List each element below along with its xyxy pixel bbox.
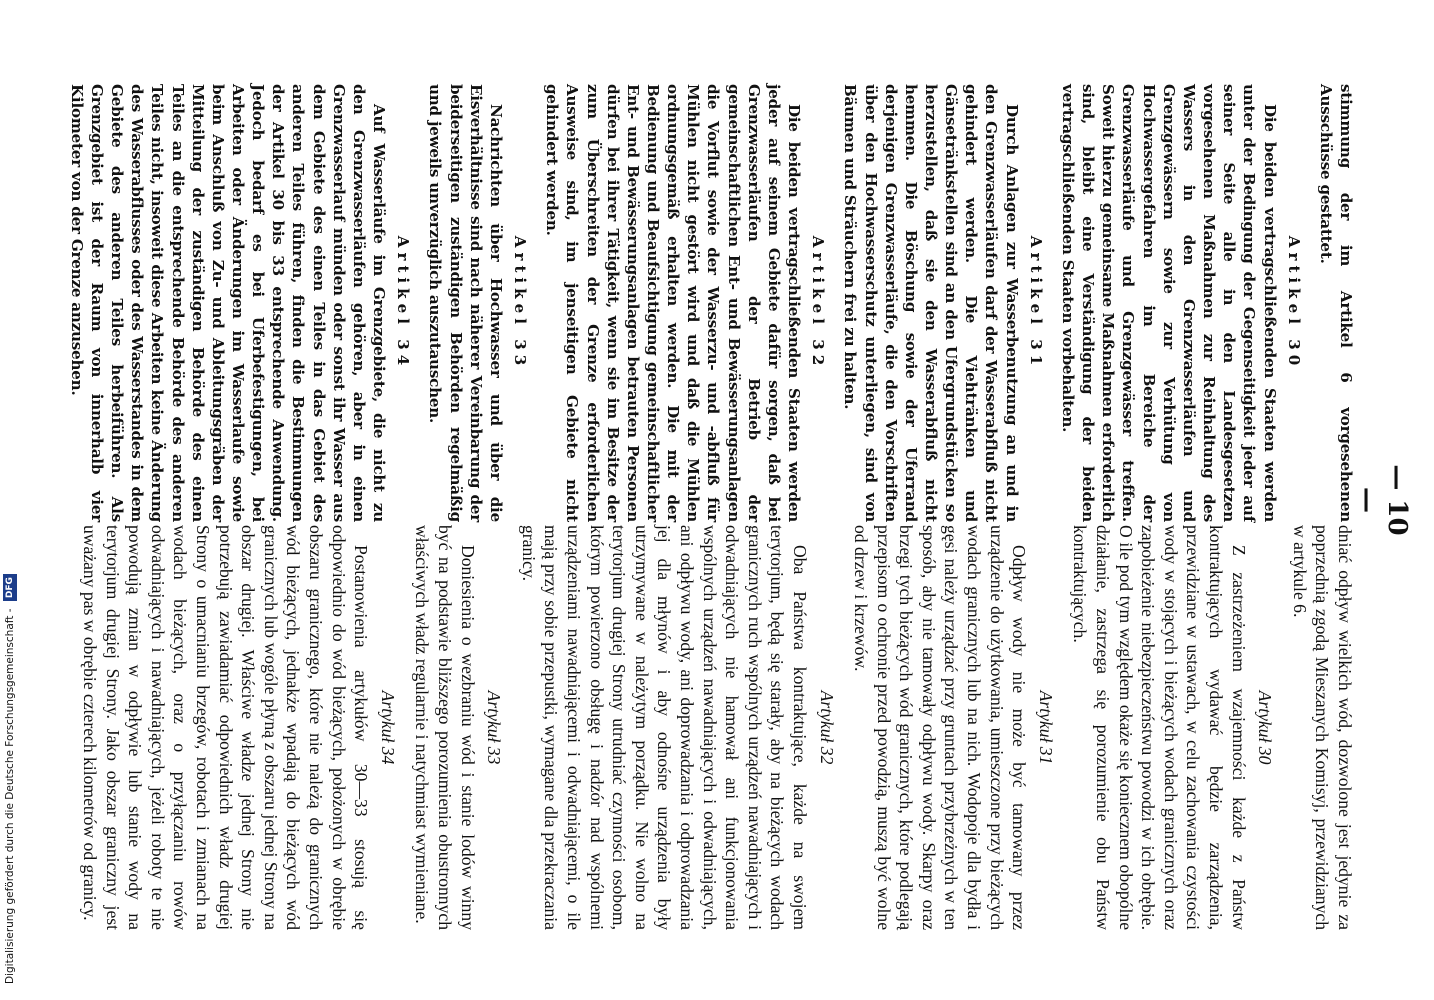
polish-article-title: Artykuł 31 (1035, 690, 1056, 765)
german-article-paragraph: Nachrichten über Hochwasser und über die Eisverhältnisse sind nach näherer Vereinbarung der beiderseitigen zuständigen Behörden regelmäßig und jeweils unverzüglich auszutauschen. (426, 84, 505, 522)
german-article-paragraph: Durch Anlagen zur Wasserbenutzung an und in den Grenzwasserläufen darf der Wasserabfluß nicht gehindert werden. Die Viehtränken und Gänsetränkstellen sind an den Ufergrundstücken so herzustellen, daß sie den Wasserabfluß nicht hemmen. Die Böschung sowie der Uferrand derjenigen Grenzwasserläufe, die den Vorschriften über den Hochwasserschutz unterliegen, sind von Bäumen und Sträuchern frei zu halten. (841, 84, 1021, 522)
german-article-paragraph: Die beiden vertragschließenden Staaten werden jeder auf seinem Gebiete dafür sorgen, daß bei Grenzwasserläufen der Betrieb der gemeinschaftlichen Ent- und Bewässerungsanlagen die Vorflut sowie der Wasserzu- und -abfluß für Mühlen nicht gestört wird und daß die Mühlen ordnungsgemäß erhalten werden. Die mit der Bedienung und Beaufsichtigung gemeinschaftlicher Ent- und Bewässerungsanlagen betrauten Personen dürfen bei ihrer Tätigkeit, wenn sie im Besitze der zum Überschreiten der Grenze erforderlichen Ausweise sind, im jenseitigen Gebiete nicht gehindert werden. (543, 84, 804, 522)
german-intro: stimmung der im Artikel 6 vorgesehenen Ausschüsse gestattet. (1316, 84, 1355, 522)
polish-article-title: Artykuł 32 (816, 690, 837, 765)
german-article-paragraph: Die beiden vertragschließenden Staaten werden unter der Bedingung der Gegenseitigkeit jeder auf seiner Seite alle in den Landesgesetzen vorgesehenen Maßnahmen zur Reinhaltung des Wassers in den Grenzwasserläufen und Grenzgewässern sowie zur Verhütung von Hochwassergefahren im Bereiche der Grenzwasserläufe und Grenzgewässer treffen. Soweit hierzu gemeinsame Maßnahmen erforderlich sind, bleibt eine Verständigung der beiden vertragschließenden Staaten vorbehalten. (1058, 84, 1279, 522)
polish-article-title: Artykuł 33 (484, 690, 505, 765)
funding-note-text: Digitalisierung gefördert durch die Deutsche Forschungsgemeinschaft - (4, 608, 16, 984)
german-article-paragraph: Auf Wasserläufe im Grenzgebiete, die nicht zu den Grenzwasserläufen gehören, aber in einen Grenzwasserlauf münden oder sonst ihr Wasser aus dem Gebiete des einen Teiles in das Gebiet des anderen Teiles führen, finden die Bestimmungen der Artikel 30 bis 33 entsprechende Anwendung. Jedoch bedarf es bei Uferbefestigungen, bei Arbeiten oder Änderungen im Wasserlaufe sowie beim Anschluß von Zu- und Ableitungsgräben der Mitteilung der zuständigen Behörde des einen Teiles an die entsprechende Behörde des anderen Teiles nicht, insoweit diese Arbeiten keine Änderung des Wasserabflusses oder des Wasserstandes in dem Gebiete des anderen Teiles herbeiführen. Als Grenzgebiet ist der Raum von innerhalb vier Kilometer von der Grenze anzusehen. (67, 84, 389, 522)
german-article-title: Artikel 34 (394, 235, 413, 371)
german-article-title: Artikel 33 (511, 235, 530, 371)
polish-article-paragraph: Oba Państwa kontraktujące, każde na swojem terytorjum, będą się starały, aby na bieżących wodach granicznych ruch wspólnych urządzeń nawadniających i odwadniających nie hamował ani funkcjonowania wspólnych urządzeń nawadniających i odwadniających, ani odpływu wody, ani doprowadzania i odprowadzania jej dla młynów i aby odnośne urządzenia były utrzymywane w należytym porządku. Nie wolno na terytorjum drugiej Strony utrudniać czynności osobom, którym powierzono obsługę i nadzór nad wspólnemi urządzeniami nawadniającemi i odwadniającemi, o ile mają przy sobie przepustki, wymagane dla przekraczania granicy. (518, 525, 810, 930)
polish-article-title: Artykuł 34 (377, 690, 398, 765)
polish-intro: dniać odpływ wielkich wód, dozwolone jest jedynie za poprzednią zgodą Mieszanych Komisyj, przewidzianych w artykule 6. (1289, 525, 1355, 930)
german-article-title: Artikel 31 (1026, 235, 1045, 371)
funding-note (0, 0, 20, 1000)
dfg-logo: DFG (3, 574, 17, 601)
polish-column (79, 525, 1356, 930)
german-article-title: Artikel 30 (1284, 235, 1303, 371)
page-number: — 10 — (1352, 464, 1412, 536)
polish-article-title: Artykuł 30 (1255, 690, 1276, 765)
polish-article-paragraph: Doniesienia o wezbraniu wód i stanie lodów winny być na podstawie bliższego porozumienia obustronnych właściwych władz regularnie i natychmiast wymieniane. (412, 525, 478, 930)
german-article-title: Artikel 32 (809, 235, 828, 371)
polish-article-paragraph: Postanowienia artykułów 30—33 stosują się odpowiednio do wód bieżących, położonych w obrębie obszaru granicznego, które nie należą do granicznych wód bieżących, jednakże wpadają do bieżących wód granicznych lub wogóle płyną z obszaru jednej Strony na obszar drugiej. Właściwe władze jednej Strony nie potrzebują zawiadamiać odpowiednich władz drugiej Strony o umacnianiu brzegów, robotach i zmianach na wodach bieżących, oraz o przyłączaniu rowów odwadniających i nawadniających, jeżeli roboty te nie powodują zmian w odpływie lub stanie wody na terytorjum drugiej Strony. Jako obszar graniczny jest uważany pas w obrębie czterech kilometrów od granicy. (80, 525, 372, 930)
polish-article-paragraph: Z zastrzeżeniem wzajemności każde z Państw kontraktujących wydawać będzie zarządzenia, przewidziane w ustawach, w celu zachowania czystości wody w stojących i bieżących wodach granicznych oraz zapobieżenie niebezpieczeństwu powodzi w ich obrębie. O ile pod tym względem okaże się koniecznem obopólne działanie, zastrzega się porozumienie obu Państw kontraktujących. (1070, 525, 1249, 930)
german-column (67, 84, 1356, 522)
polish-article-paragraph: Odpływ wody nie może być tamowany przez urządzenie do użytkowania, umieszczone przy bieżących wodach granicznych lub na nich. Wodopoje dla bydła i gęsi należy urządzać przy gruntach przybrzeżnych w ten sposób, aby nie tamowały odpływu wody. Skarpy oraz brzegi tych bieżących wód granicznych, które podlegają przepisom o ochronie przed powodzią, muszą być wolne od drzew i krzewów. (851, 525, 1030, 930)
